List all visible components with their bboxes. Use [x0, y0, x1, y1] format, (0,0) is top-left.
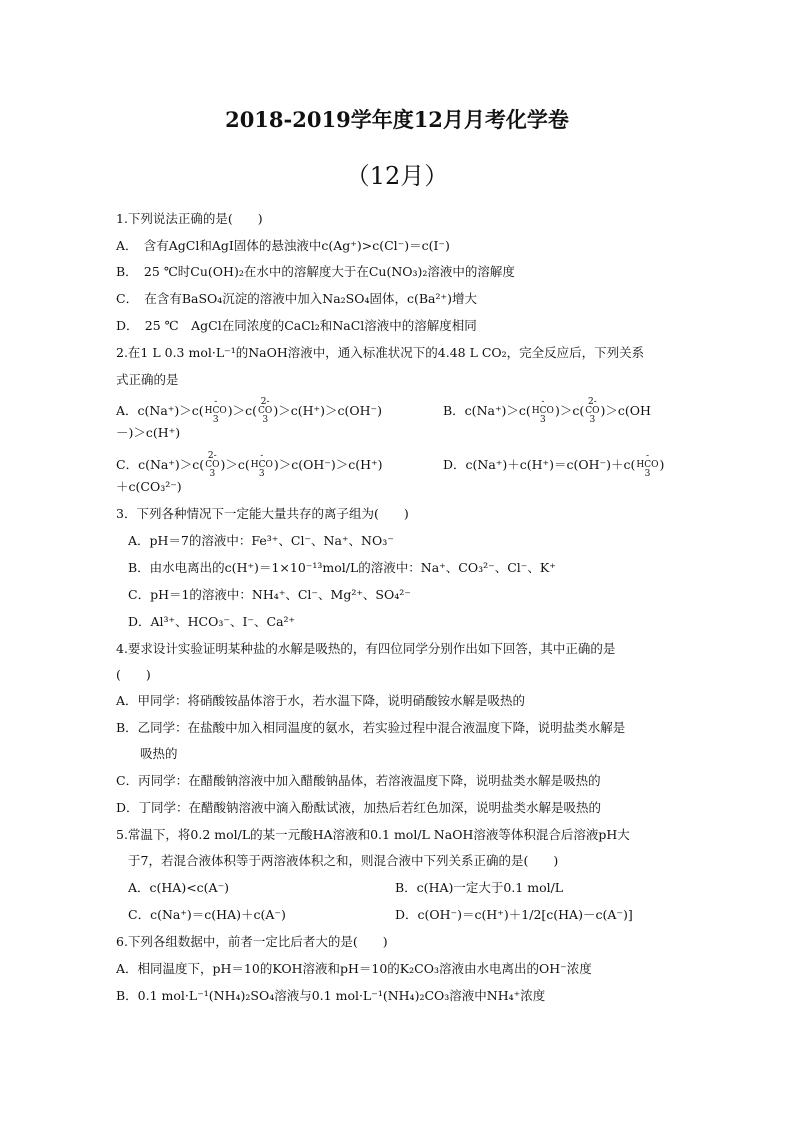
text-line: D．c(OH⁻)＝c(H⁺)＋1/2[c(HA)－c(A⁻)] [395, 907, 633, 922]
text-line: C． 在含有BaSO₄沉淀的溶液中加入Na₂SO₄固体，c(Ba²⁺)增大 [116, 291, 477, 306]
text-line: 4.要求设计实验证明某种盐的水解是吸热的，有四位同学分别作出如下回答，其中正确的是 [116, 641, 616, 656]
text-line: B．c(HA)一定大于0.1 mol/L [395, 880, 564, 895]
co3-ion: 2- CO 3 [205, 451, 220, 479]
text-line: 于7，若混合液体积等于两溶液体积之和，则混合液中下列关系正确的是( ) [128, 853, 559, 868]
text-line: A．c(HA)<c(A⁻) [128, 880, 230, 895]
text-line: 1.下列说法正确的是( ) [116, 211, 263, 226]
q2-option-a: A．c(Na⁺)＞c( - HCO 3 )＞c( 2- CO 3 )＞c(H⁺)＞c(OH⁻) [116, 397, 382, 425]
text-line: －)＞c(H⁺) [116, 425, 181, 440]
text-line: D．Al³⁺、HCO₃⁻、I⁻、Ca²⁺ [128, 614, 296, 629]
hco3-ion: - HCO 3 [250, 451, 273, 479]
text-line: A．甲同学：将硝酸铵晶体溶于水，若水温下降，说明硝酸铵水解是吸热的 [116, 693, 526, 708]
text-line: A． 含有AgCl和AgI固体的悬浊液中c(Ag⁺)>c(Cl⁻)＝c(I⁻) [116, 238, 450, 253]
text-line: B．乙同学：在盐酸中加入相同温度的氨水，若实验过程中混合液温度下降，说明盐类水解是 [116, 720, 626, 735]
text-line: D．丁同学：在醋酸钠溶液中滴入酚酞试液，加热后若红色加深，说明盐类水解是吸热的 [116, 800, 602, 815]
text-line: 吸热的 [140, 746, 178, 761]
text-line: C．丙同学：在醋酸钠溶液中加入醋酸钠晶体，若溶液温度下降，说明盐类水解是吸热的 [116, 773, 601, 788]
text-line: 式正确的是 [116, 372, 179, 387]
text-line: D． 25 ℃ AgCl在同浓度的CaCl₂和NaCl溶液中的溶解度相同 [116, 318, 477, 333]
text-line: C．pH＝1的溶液中：NH₄⁺、Cl⁻、Mg²⁺、SO₄²⁻ [128, 587, 411, 602]
text-line: 2.在1 L 0.3 mol·L⁻¹的NaOH溶液中，通入标准状况下的4.48 L CO₂，完全反应后，下列关系 [116, 345, 645, 360]
hco3-ion: - HCO 3 [636, 451, 659, 479]
q2-option-d: D．c(Na⁺)＋c(H⁺)＝c(OH⁻)＋c( - HCO 3 ) [443, 451, 665, 479]
co3-ion: 2- CO 3 [258, 397, 273, 425]
page-title: 2018-2019学年度12月月考化学卷 [225, 107, 569, 132]
text-line: B． 25 ℃时Cu(OH)₂在水中的溶解度大于在Cu(NO₃)₂溶液中的溶解度 [116, 264, 515, 279]
text-line: 5.常温下，将0.2 mol/L的某一元酸HA溶液和0.1 mol/L NaOH溶液等体积混合后溶液pH大 [116, 827, 630, 842]
hco3-ion: - HCO 3 [531, 397, 554, 425]
text-line: ( ) [116, 667, 151, 682]
q2-option-c: C．c(Na⁺)＞c( 2- CO 3 )＞c( - HCO 3 )＞c(OH⁻)＞c(H⁺) [116, 451, 383, 479]
text-line: B．0.1 mol·L⁻¹(NH₄)₂SO₄溶液与0.1 mol·L⁻¹(NH₄)₂CO₃溶液中NH₄⁺浓度 [116, 988, 546, 1003]
text-line: A．相同温度下，pH＝10的KOH溶液和pH＝10的K₂CO₃溶液由水电离出的OH⁻浓度 [116, 961, 592, 976]
text-line: 6.下列各组数据中，前者一定比后者大的是( ) [116, 934, 388, 949]
co3-ion: 2- CO 3 [585, 397, 600, 425]
text-line: 3．下列各种情况下一定能大量共存的离子组为( ) [116, 506, 409, 521]
q2-option-b: B．c(Na⁺)＞c( - HCO 3 )＞c( 2- CO 3 )＞c(OH [443, 397, 651, 425]
page-subtitle: （12月） [345, 162, 449, 190]
text-line: C．c(Na⁺)＝c(HA)＋c(A⁻) [128, 907, 286, 922]
text-line: A．pH＝7的溶液中：Fe³⁺、Cl⁻、Na⁺、NO₃⁻ [128, 533, 394, 548]
text-line: ＋c(CO₃²⁻) [116, 479, 182, 494]
hco3-ion: - HCO 3 [204, 397, 227, 425]
text-line: B．由水电离出的c(H⁺)＝1×10⁻¹³mol/L的溶液中：Na⁺、CO₃²⁻、Cl⁻、K⁺ [128, 560, 556, 575]
